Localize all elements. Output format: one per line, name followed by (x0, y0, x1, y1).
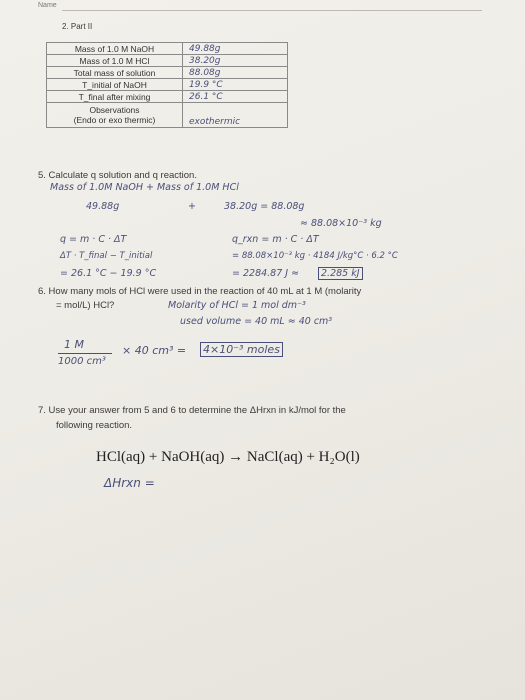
table-row (47, 55, 288, 67)
q5-line4b: q_rxn = m · C · ΔT (232, 234, 319, 245)
part-label: 2. Part II (62, 22, 93, 31)
q6-fraction-bar (58, 353, 112, 354)
row-label: Total mass of solution (47, 67, 183, 79)
table-row (47, 103, 288, 128)
q6-prompt-line1: 6. How many mols of HCl were used in the reaction of 40 mL at 1 M (molarity (38, 286, 362, 297)
q6-fraction-numerator: 1 M (64, 338, 84, 351)
row-label: T_final after mixing (47, 91, 183, 103)
q6-molarity: Molarity of HCl = 1 mol dm⁻³ (168, 300, 306, 311)
q6-multiplier: × 40 cm³ = (122, 344, 187, 357)
q7-dh-label: ΔHrxn = (104, 476, 155, 490)
q7-prompt-line2: following reaction. (56, 420, 133, 431)
q5-line2c: 38.20g = 88.08g (224, 201, 305, 212)
row-label: Mass of 1.0 M HCl (47, 55, 183, 67)
q5-answer-box: 2.285 kJ (318, 267, 363, 280)
row-value: 26.1 °C (183, 91, 288, 103)
table-row (47, 79, 288, 91)
q5-line5b: = 88.08×10⁻³ kg · 4184 J/kg°C · 6.2 °C (232, 251, 398, 261)
data-table (46, 42, 288, 128)
q5-line3: ≈ 88.08×10⁻³ kg (300, 218, 382, 229)
q5-line5a: ΔT · T_final − T_initial (60, 251, 153, 261)
row-label: Mass of 1.0 M NaOH (47, 43, 183, 55)
table-row (47, 67, 288, 79)
name-label: Name (38, 2, 57, 9)
row-label: T_initial of NaOH (47, 79, 183, 91)
row-value: 88.08g (183, 67, 288, 79)
q6-answer-box: 4×10⁻³ moles (200, 342, 283, 357)
q5-line2b: + (188, 201, 196, 212)
table-row (47, 91, 288, 103)
q6-volume: used volume = 40 mL ≈ 40 cm³ (180, 316, 333, 327)
row-label: Observations (Endo or exo thermic) (47, 103, 183, 128)
row-value: exothermic (183, 103, 288, 128)
row-value: 38.20g (183, 55, 288, 67)
q5-prompt: 5. Calculate q solution and q reaction. (38, 170, 197, 181)
q5-line6b: = 2284.87 J ≈ (232, 268, 300, 279)
row-value: 49.88g (183, 43, 288, 55)
q5-line2a: 49.88g (86, 201, 120, 212)
reaction-equation: HCl(aq) + NaOH(aq) → NaCl(aq) + H₂O(l) (96, 449, 360, 465)
row-value: 19.9 °C (183, 79, 288, 91)
q6-prompt-line2: = mol/L) HCl? (56, 300, 115, 311)
q5-line4a: q = m · C · ΔT (60, 234, 127, 245)
name-line (62, 10, 482, 11)
table-row (47, 43, 288, 55)
q7-prompt-line1: 7. Use your answer from 5 and 6 to determine the ΔHrxn in kJ/mol for the (38, 405, 346, 416)
q6-fraction-denominator: 1000 cm³ (58, 356, 106, 367)
q5-line1: Mass of 1.0M NaOH + Mass of 1.0M HCl (50, 182, 239, 193)
q5-line6a: = 26.1 °C − 19.9 °C (60, 268, 157, 279)
